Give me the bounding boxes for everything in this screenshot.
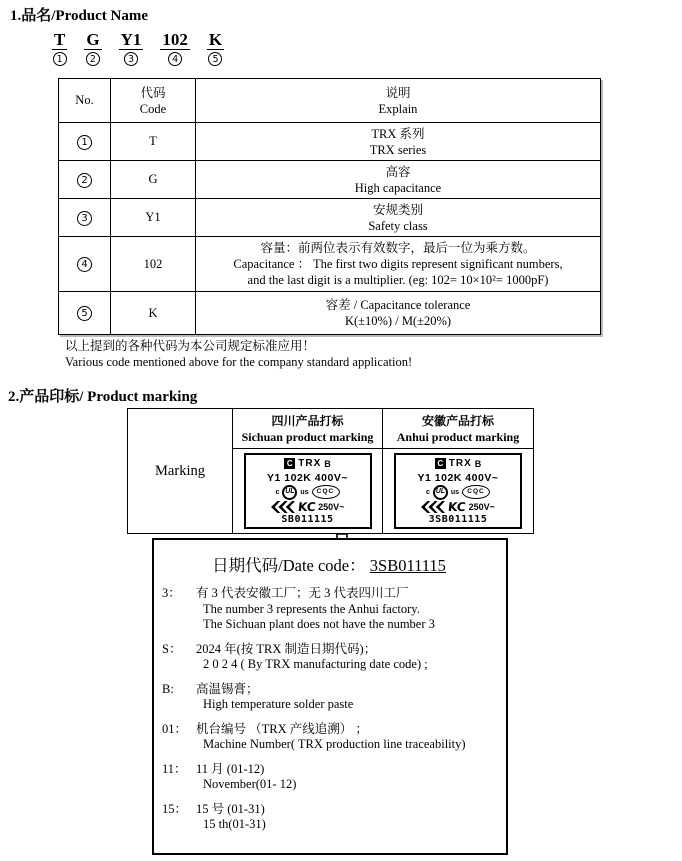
item-zh: 11 月 (01-12)	[196, 761, 265, 776]
ul-c-text: c	[275, 488, 280, 496]
date-code-item	[162, 586, 496, 633]
row-code: K	[111, 292, 196, 335]
date-code-box	[152, 538, 508, 855]
serial-number: 3SB011115	[428, 513, 488, 525]
row-code: 102	[111, 237, 196, 292]
code-letter: Y1	[120, 30, 142, 49]
row-code: Y1	[111, 199, 196, 237]
row-code: T	[111, 123, 196, 161]
model-line: Y1 102K 400V~	[417, 471, 499, 484]
section2-title: 2.产品印标/ Product marking	[8, 389, 198, 405]
date-code-item	[162, 802, 496, 833]
row-number: 4	[77, 257, 92, 272]
table-row	[59, 199, 601, 237]
item-en: The Sichuan plant does not have the number 3	[203, 617, 435, 631]
circled-number: 3	[124, 52, 138, 66]
brand-text: TRX	[298, 457, 322, 469]
serial-number: SB011115	[281, 513, 334, 525]
code-letter: G	[86, 30, 100, 49]
sichuan-column-header: 四川产品打标 Sichuan product marking	[233, 409, 383, 449]
ul-mark-icon: UL	[282, 485, 297, 500]
item-zh: 机台编号 （TRX 产线追溯） ；	[196, 721, 368, 736]
row-explain: 安规类别 Safety class	[196, 199, 601, 237]
enec-mark-icon	[421, 501, 445, 513]
date-code-item	[162, 762, 496, 793]
item-key: 3：	[162, 586, 181, 600]
table-row	[59, 237, 601, 292]
model-line: Y1 102K 400V~	[267, 471, 348, 484]
date-code-label: 日期代码/Date code：	[212, 556, 366, 575]
row-explain: 容量：前两位表示有效数字，最后一位为乘方数。 Capacitance ： The first two digits represent significant numbers, and the last digit is a multiplier. (eg: 102= 10×10²= 1000pF)	[196, 237, 601, 292]
date-code-item	[162, 642, 496, 673]
voltage-text: 250V~	[318, 501, 345, 512]
item-key: B:	[162, 681, 174, 696]
ul-mark-icon: UL	[433, 485, 448, 500]
brand-suffix: B	[474, 458, 482, 469]
product-code-row	[52, 30, 224, 66]
code-part-4	[160, 30, 190, 66]
item-en: 15 th(01-31)	[203, 817, 266, 831]
header-no: No.	[59, 79, 111, 123]
section1-title: 1.品名/Product Name	[10, 8, 149, 24]
item-en: Machine Number( TRX production line traceability)	[203, 737, 466, 751]
note-zh: 以上提到的各种代码为本公司规定标准应用！	[65, 339, 316, 353]
code-letter: K	[208, 30, 223, 49]
row-number: 2	[77, 173, 92, 188]
date-code-title	[162, 552, 496, 576]
brand-text: TRX	[448, 457, 472, 469]
item-zh: 有 3 代表安徽工厂；无 3 代表四川工厂	[196, 586, 409, 600]
trx-logo-icon: C	[284, 458, 295, 469]
row-explain: 高容 High capacitance	[196, 161, 601, 199]
table-row	[59, 161, 601, 199]
code-letter: 102	[162, 30, 188, 49]
item-en: The number 3 represents the Anhui factory.	[203, 601, 420, 616]
header-code: 代码 Code	[111, 79, 196, 123]
anhui-column-header: 安徽产品打标 Anhui product marking	[383, 409, 534, 449]
item-key: 11：	[162, 761, 187, 776]
item-en: High temperature solder paste	[203, 697, 354, 711]
header-explain: 说明 Explain	[196, 79, 601, 123]
marking-row-label: Marking	[128, 409, 233, 534]
sichuan-marking-label	[244, 453, 372, 529]
ul-us-text: us	[300, 488, 309, 496]
code-part-2	[84, 30, 101, 66]
kc-mark-icon: KC	[447, 499, 467, 514]
circled-number: 1	[53, 52, 67, 66]
code-part-5	[207, 30, 224, 66]
brand-suffix: B	[324, 458, 331, 469]
row-number: 1	[77, 135, 92, 150]
circled-number: 4	[168, 52, 182, 66]
table-row	[59, 292, 601, 335]
cqc-mark-icon: CQC	[312, 485, 340, 499]
table-note	[65, 338, 412, 370]
item-zh: 高温锡膏；	[196, 681, 259, 696]
row-number: 3	[77, 211, 92, 226]
item-en: 2 0 2 4 ( By TRX manufacturing date code) ;	[203, 657, 428, 671]
code-part-1	[52, 30, 67, 66]
code-explain-table	[58, 78, 601, 335]
trx-logo-icon: C	[435, 458, 446, 469]
voltage-text: 250V~	[468, 501, 495, 512]
anhui-marking-label	[394, 453, 522, 529]
enec-mark-icon	[271, 501, 295, 513]
item-key: 01：	[162, 721, 188, 736]
table-header-row	[59, 79, 601, 123]
date-code-value: 3SB011115	[369, 556, 446, 575]
item-zh: 2024 年(按 TRX 制造日期代码)；	[196, 641, 377, 656]
date-code-item	[162, 682, 496, 713]
code-letter: T	[54, 30, 66, 49]
row-explain: TRX 系列 TRX series	[196, 123, 601, 161]
circled-number: 2	[86, 52, 100, 66]
item-zh: 15 号 (01-31)	[196, 801, 265, 816]
item-key: S：	[162, 641, 182, 656]
item-key: 15：	[162, 801, 188, 816]
table-row	[59, 123, 601, 161]
ul-c-text: c	[425, 488, 430, 496]
date-code-item	[162, 722, 496, 753]
ul-us-text: us	[450, 488, 460, 496]
row-explain: 容差 / Capacitance tolerance K(±10%) / M(±20%)	[196, 292, 601, 335]
row-number: 5	[77, 306, 92, 321]
code-part-3	[119, 30, 144, 66]
item-en: November(01- 12)	[203, 777, 297, 791]
cqc-mark-icon: CQC	[462, 485, 490, 499]
row-code: G	[111, 161, 196, 199]
product-marking-table	[127, 408, 534, 534]
circled-number: 5	[208, 52, 222, 66]
note-en: Various code mentioned above for the company standard application!	[65, 355, 413, 369]
kc-mark-icon: KC	[296, 499, 316, 514]
